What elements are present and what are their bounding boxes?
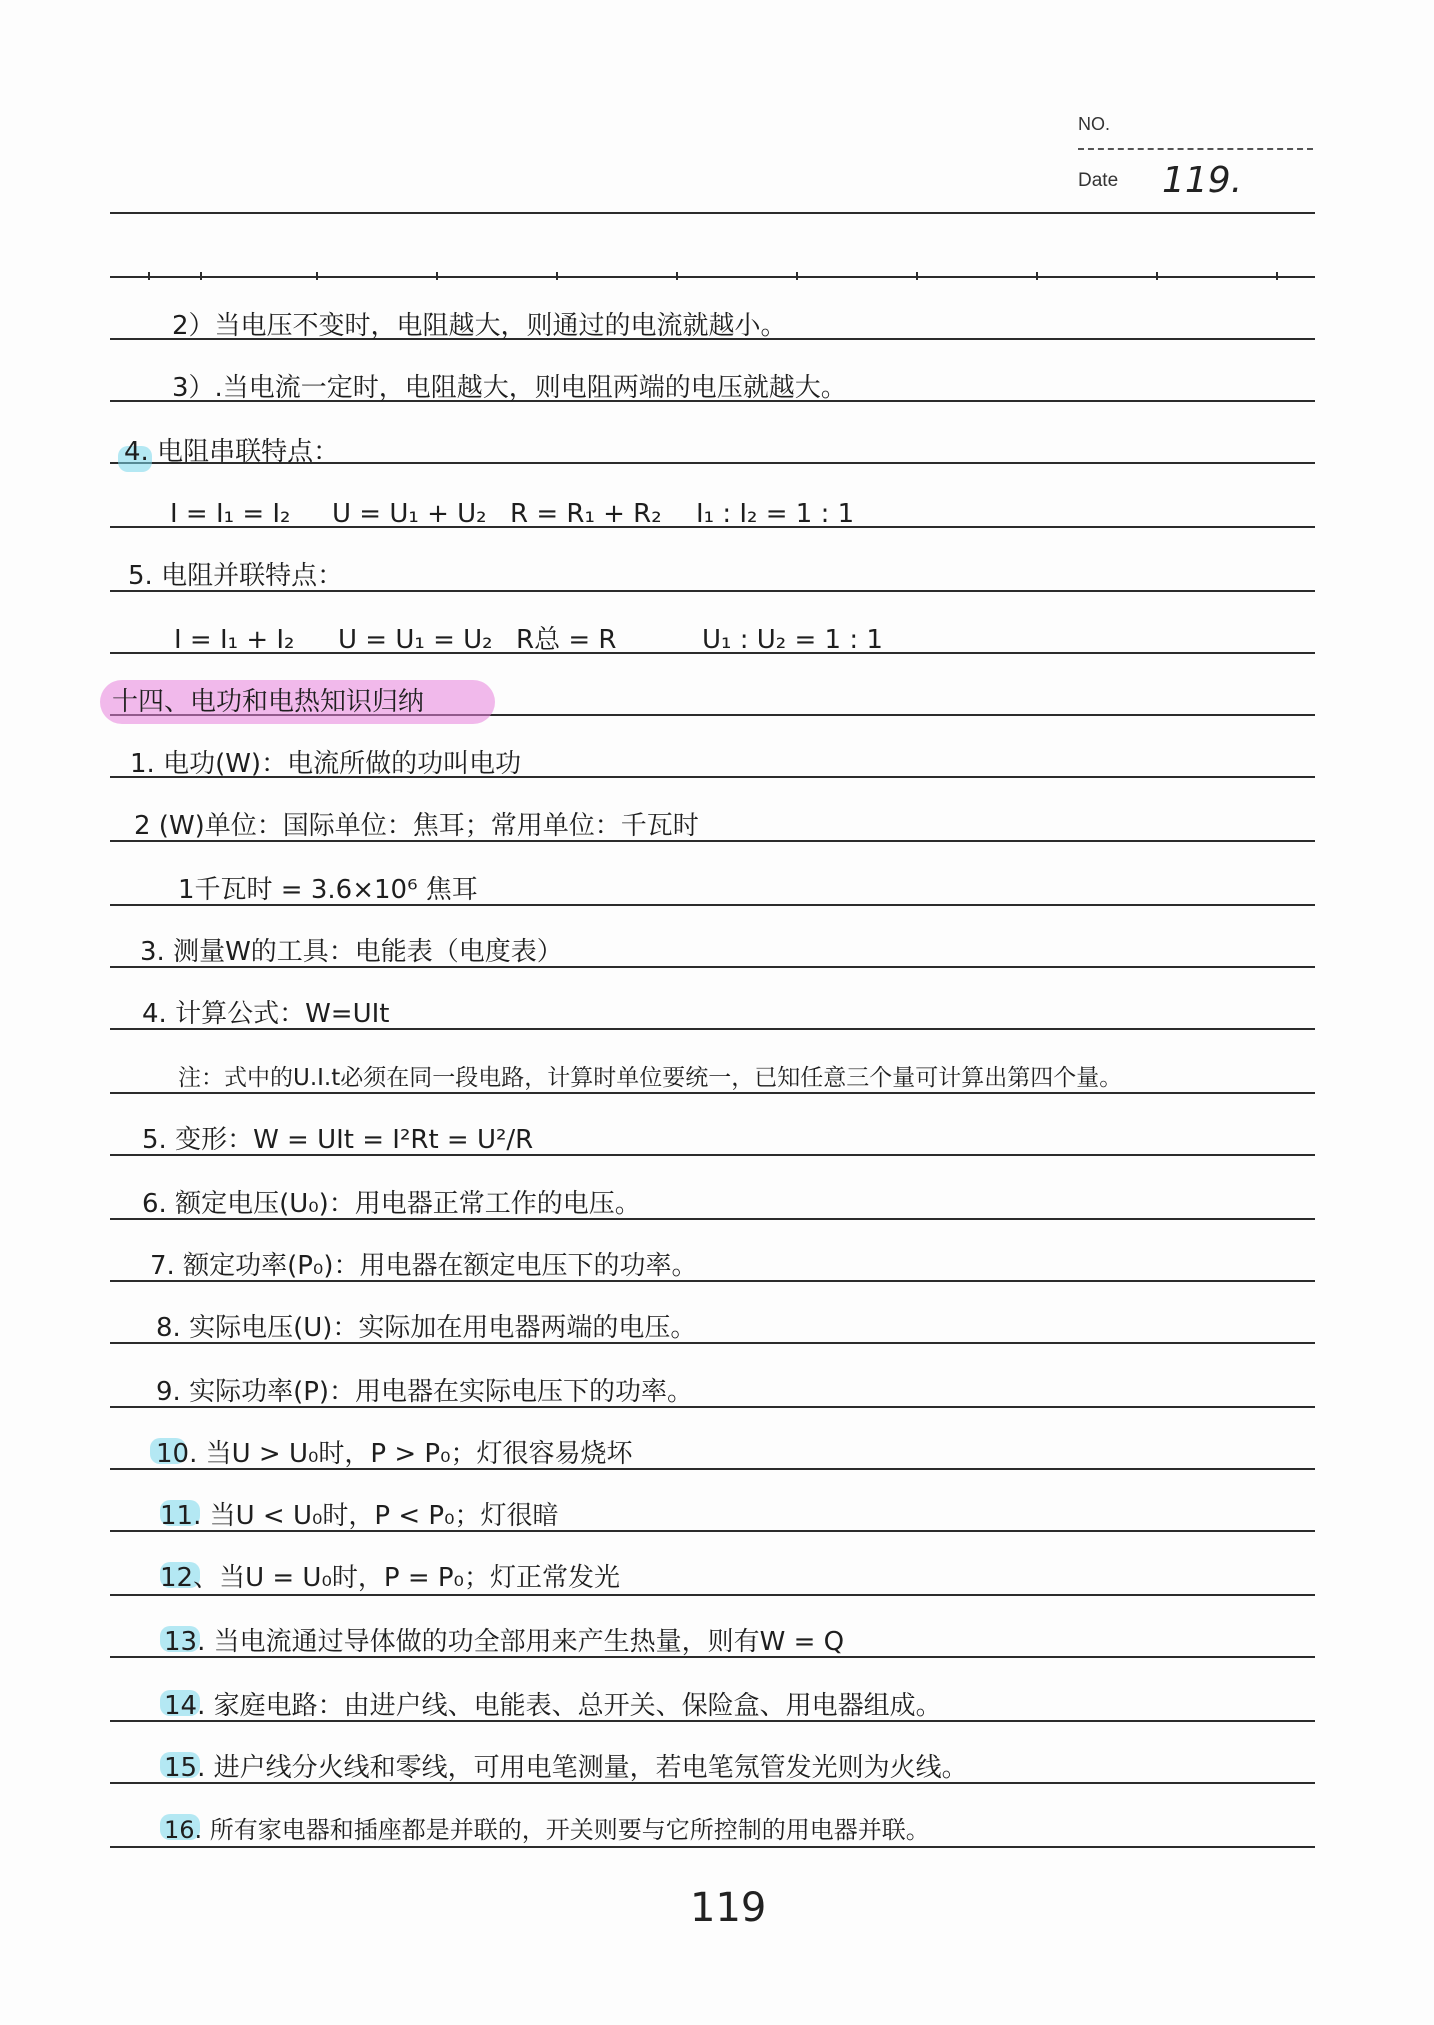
ruler-tick [796,272,798,280]
date-label: Date [1078,170,1119,191]
ruler-tick [148,272,150,280]
formula-voltage: U = U₁ + U₂ [332,499,487,529]
ruler-tick [1036,272,1038,280]
note-line: 14. 家庭电路：由进户线、电能表、总开关、保险盒、用电器组成。 [164,1691,942,1721]
ruled-line [110,212,1315,214]
note-line: 2）当电压不变时，电阻越大，则通过的电流就越小。 [172,311,787,341]
note-line: 9. 实际功率(P)：用电器在实际电压下的功率。 [156,1377,694,1407]
ruled-line [110,276,1315,278]
ruler-tick [1156,272,1158,280]
note-line: 3. 测量W的工具：电能表（电度表） [140,937,563,967]
formula-resistance: R总 = R [516,625,617,655]
formula-resistance: R = R₁ + R₂ [510,499,662,529]
ruler-tick [316,272,318,280]
formula-current: I = I₁ = I₂ [170,499,291,529]
note-line: 3）.当电流一定时，电阻越大，则电阻两端的电压就越大。 [172,373,847,403]
note-line: 6. 额定电压(U₀)：用电器正常工作的电压。 [142,1189,641,1219]
note-line: 16. 所有家电器和插座都是并联的，开关则要与它所控制的用电器并联。 [164,1816,930,1844]
note-line: 1. 电功(W)：电流所做的功叫电功 [130,749,522,779]
formula-ratio: I₁ : I₂ = 1 : 1 [696,499,855,529]
ruler-tick [676,272,678,280]
note-line: 10. 当U > U₀时，P > P₀；灯很容易烧坏 [156,1439,633,1469]
formula-ratio: U₁ : U₂ = 1 : 1 [702,625,883,655]
note-line: 15. 进户线分火线和零线，可用电笔测量，若电笔氖管发光则为火线。 [164,1753,968,1783]
note-line: 5. 变形：W = UIt = I²Rt = U²/R [142,1125,534,1155]
section-heading: 4. 电阻串联特点： [124,437,340,467]
note-line: 7. 额定功率(P₀)：用电器在额定电压下的功率。 [150,1251,698,1281]
chapter-heading: 十四、电功和电热知识归纳 [112,687,425,717]
ruler-tick [916,272,918,280]
formula-current: I = I₁ + I₂ [174,625,295,655]
note-line: 2 (W)单位：国际单位：焦耳；常用单位：千瓦时 [134,811,699,841]
note-line: 4. 计算公式：W=UIt [142,999,390,1029]
section-heading: 5. 电阻并联特点： [128,561,344,591]
note-line: 1千瓦时 = 3.6×10⁶ 焦耳 [178,875,478,905]
note-line: 注：式中的U.I.t必须在同一段电路，计算时单位要统一，已知任意三个量可计算出第四个量。 [178,1065,1123,1091]
ruler-tick [1276,272,1278,280]
header-divider [1078,148,1313,150]
ruler-tick [200,272,202,280]
note-line: 13. 当电流通过导体做的功全部用来产生热量，则有W = Q [164,1627,845,1657]
note-line: 12、当U = U₀时，P = P₀；灯正常发光 [160,1563,620,1593]
ruler-tick [556,272,558,280]
ruler-tick [436,272,438,280]
date-value: 119. [1162,160,1243,201]
page-number: 119 [690,1885,767,1931]
note-line: 8. 实际电压(U)：实际加在用电器两端的电压。 [156,1313,697,1343]
formula-voltage: U = U₁ = U₂ [338,625,493,655]
note-line: 11. 当U < U₀时，P < P₀；灯很暗 [160,1501,559,1531]
no-label: NO. [1078,114,1111,134]
